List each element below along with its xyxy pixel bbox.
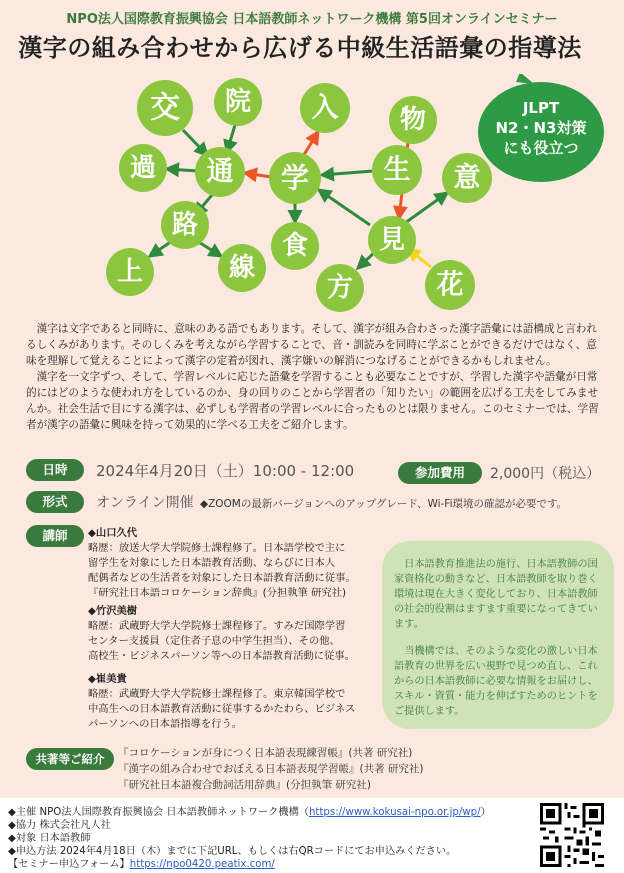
kanji-node-jo <box>106 248 154 296</box>
svg-text:方: 方 <box>326 273 354 303</box>
edge-gaku-tsu <box>245 173 271 177</box>
intro-text <box>26 321 604 433</box>
lecturer-2 <box>88 604 378 664</box>
svg-text:路: 路 <box>171 210 199 240</box>
fee-value: 2,000円（税込） <box>490 466 601 482</box>
kanji-node-hou <box>316 264 364 312</box>
coauthor-item: 『漢字の組み合わせでおぼえる日本語表現学習帳』(共著 研究社) <box>118 763 424 775</box>
badge-line-2: N2・N3対策 <box>495 119 587 137</box>
lecturer-bio-line: 『研究社日本語コロケーション辞典』(分担執筆 研究社) <box>88 587 347 599</box>
edge-ro-jo <box>150 241 172 256</box>
page-title: 漢字の組み合わせから広げる中級生活語彙の指導法 <box>18 34 582 62</box>
edge-ro-sen <box>197 241 221 256</box>
svg-text:交: 交 <box>150 90 180 126</box>
edge-in-tsu <box>227 125 235 152</box>
lecturer-name: ◆山口久代 <box>88 527 138 539</box>
panel-paragraph-1: 日本語教育推進法の施行、日本語教師の国家資格化の動きなど、日本語教師を取り巻く環境は現在大きく変化しており、日本語教師の社会的役割はますます重要になってきています。 <box>394 559 598 630</box>
intro-paragraph-1: 漢字は文字であると同時に、意味のある語でもあります。そして、漢字が組み合わさった漢字語彙には語構成と言われるしくみがあります。そのしくみを考えながら学習することで、音・訓読みを同時に学ぶことができるだけではなく、意味を理解して覚えることによって漢字の定着が図れ、漢字嫌いの解消につなげることができるかもしれません。 <box>26 323 597 367</box>
edge-kou-tsu <box>183 130 207 155</box>
kanji-node-butsu <box>389 96 437 144</box>
kanji-node-ken <box>368 216 416 264</box>
coauthor-label: 共著等ご紹介 <box>26 748 114 770</box>
svg-text:線: 線 <box>228 253 256 283</box>
badge-line-3: にも役立つ <box>503 139 579 157</box>
lecturer-name: ◆崔美貴 <box>88 673 127 685</box>
svg-text:過: 過 <box>129 153 157 183</box>
lecturer-name: ◆竹沢美樹 <box>88 605 138 617</box>
panel-paragraph-2: 当機構では、そのような変化の激しい日本語教育の世界を広い視野で見つめ直し、これからの日本語教師に必要な情報をお届けし、スキル・資質・能力を伸ばすためのヒントをご提供します。 <box>394 646 598 717</box>
svg-text:学: 学 <box>280 161 310 195</box>
svg-text:通: 通 <box>206 156 234 188</box>
host-label: ◆主催 NPO法人国際教育振興協会 日本語教師ネットワーク機構（ <box>8 807 309 818</box>
edge-tsu-ka <box>167 169 198 171</box>
lecturer-bio-line: 中高生への日本語教育活動に従事するかたわら、ビジネス <box>88 703 356 715</box>
organization-message-panel <box>382 541 614 729</box>
format-value: オンライン開催 <box>96 495 194 511</box>
intro-paragraph-2: 漢字を一文字ずつ、そして、学習レベルに応じた語彙を学習することも必要なことですが、学習した漢字や語彙が日常的にはどのような使われ方をしているのか、身の回りのことから学習者の「知りたい」の範囲を広げる工夫をしてみませんか。社会生活で目にする漢字は、必ずしも学習者の学習レベルに合ったものとは限りません。このセミナーでは、学習者が漢字の語彙に興味を持って効果的に学べる工夫をご紹介します。 <box>26 371 599 431</box>
coauthor-item: 『コロケーションが身につく日本語表現練習帳』(共著 研究社) <box>118 747 413 759</box>
lecturer-3 <box>88 672 378 732</box>
format-label: 形式 <box>26 491 84 513</box>
host-suffix: ） <box>480 807 491 818</box>
lecturer-bio-line: 高校生・ビジネスパーソン等への日本語教育活動に従事。 <box>88 650 355 662</box>
svg-text:食: 食 <box>281 231 309 261</box>
kanji-node-sei <box>372 145 422 195</box>
form-link[interactable]: https://npo0420.peatix.com/ <box>129 859 275 870</box>
host-link[interactable]: https://www.kokusai-npo.or.jp/wp/ <box>308 807 481 818</box>
kanji-node-tsu <box>195 147 245 197</box>
format-note: ◆ZOOMの最新バージョンへのアップグレード、Wi-Fi環境の確認が必要です。 <box>200 498 568 510</box>
svg-text:見: 見 <box>378 225 406 255</box>
date-value: 2024年4月20日（土）10:00 - 12:00 <box>96 462 355 480</box>
kanji-node-shoku <box>271 222 319 270</box>
kanji-node-ro <box>161 201 209 249</box>
form-line <box>8 855 275 870</box>
kanji-node-hana <box>425 260 475 310</box>
kanji-node-kou <box>137 80 193 136</box>
svg-text:物: 物 <box>399 105 427 135</box>
svg-text:生: 生 <box>383 154 411 186</box>
lecturer-bio-line: 配偶者などの生活者を対象にした日本語教育活動に従事。 <box>88 572 356 584</box>
kanji-node-sen <box>218 244 266 292</box>
kanji-network-diagram <box>95 60 495 318</box>
qr-code-icon[interactable] <box>540 803 604 867</box>
apply-line: ◆申込方法 2024年4月18日（木）までに下記URL、もしくは右QRコードにてお申込みください。 <box>8 846 457 857</box>
lecturer-bio-line: 略歴：武蔵野大学大学院修士課程修了。東京韓国学校で <box>88 688 346 700</box>
svg-text:上: 上 <box>116 257 144 287</box>
form-label: 【セミナー申込フォーム】 <box>8 859 130 870</box>
lecturer-bio-line: 留学生を対象にした日本語教育活動、ならびに日本人 <box>88 557 336 569</box>
organizer-line: NPO法人国際教育振興協会 日本語教師ネットワーク機構 第5回オンラインセミナー <box>66 12 558 27</box>
cooperation-line: ◆協力 株式会社凡人社 <box>8 820 111 831</box>
lecturer-bio-line: 略歴：武蔵野大学大学院修士課程修了。すみだ国際学習 <box>88 620 346 632</box>
kanji-node-gaku <box>269 152 321 204</box>
lecturer-1 <box>88 526 378 601</box>
edge-ken-gaku <box>319 190 370 225</box>
svg-text:意: 意 <box>453 162 481 194</box>
svg-text:花: 花 <box>436 269 464 301</box>
edge-sei-gaku <box>322 171 373 175</box>
edge-ken-i <box>405 193 447 223</box>
kanji-node-ka <box>119 144 167 192</box>
fee-label: 参加費用 <box>398 462 482 484</box>
lecturer-bio-line: パーソンへの日本語指導を行う。 <box>88 718 243 730</box>
lecturer-label: 講師 <box>26 525 84 547</box>
date-label: 日時 <box>26 459 84 481</box>
kanji-node-nyu <box>300 83 350 133</box>
diagram-nodes <box>106 78 492 312</box>
badge-line-1: JLPT <box>522 99 560 117</box>
svg-text:入: 入 <box>311 92 339 124</box>
target-line: ◆対象 日本語教師 <box>8 833 91 844</box>
lecturer-bio-line: 略歴：放送大学大学院修士課程修了。日本語学校で主に <box>88 542 346 554</box>
coauthor-item: 『研究社日本語複合動詞活用辞典』(分担執筆 研究社) <box>118 779 372 791</box>
svg-text:院: 院 <box>224 87 252 117</box>
lecturer-bio-line: センター支援員（定住者子息の中学生担当）、その他、 <box>88 635 340 647</box>
kanji-node-in <box>214 78 262 126</box>
